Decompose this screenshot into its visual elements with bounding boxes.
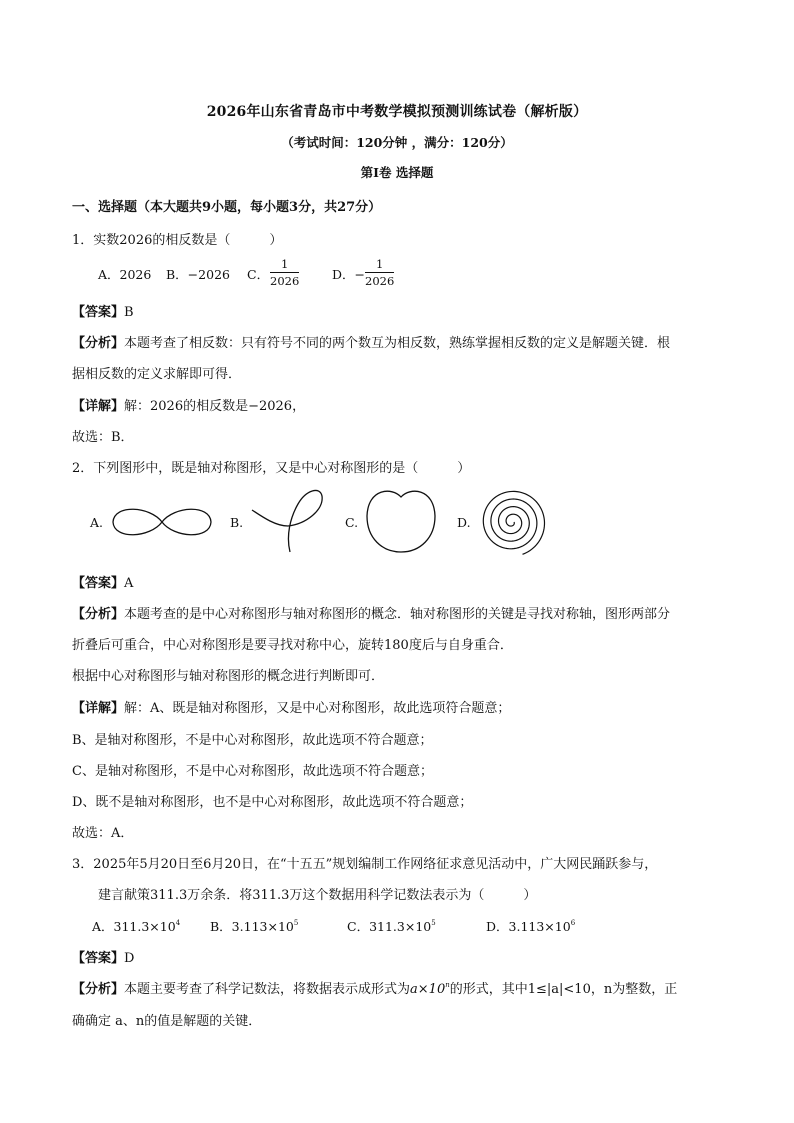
option-exponent: 4: [175, 919, 181, 927]
answer-tag: 【答案】: [72, 576, 125, 591]
q1-conclusion: 故选：B．: [72, 430, 134, 445]
loop-curve-icon: [250, 488, 330, 554]
q3-option-a: [92, 917, 180, 935]
q3-option-d: [486, 917, 575, 935]
q2-detail: [72, 697, 510, 716]
q2-option-d-label: D.: [457, 515, 471, 530]
q2-conclusion: 故选：A．: [72, 826, 134, 841]
q1-option-d-numerator: 1: [365, 257, 394, 273]
answer-value: B: [124, 305, 134, 320]
q2-answer: [72, 572, 133, 591]
analysis-tag: 【分析】: [72, 607, 125, 622]
answer-tag: 【答案】: [72, 951, 125, 966]
q3-stem-line-1: 3．2025年5月20日至6月20日，在“十五五”规划编制工作网络征求意见活动中，广大网民踊跃参与，: [72, 857, 658, 872]
answer-value: D: [124, 951, 135, 966]
q1-option-d-denominator: 2026: [365, 274, 395, 288]
q1-option-d-label: D．−: [332, 267, 365, 282]
infinity-curve-icon: [110, 500, 214, 544]
q1-stem: 1．实数2026的相反数是（ ）: [72, 233, 283, 248]
page-title: 2026年山东省青岛市中考数学模拟预测训练试卷（解析版）: [206, 104, 588, 120]
option-base: D．3.113×10: [486, 919, 571, 934]
heart-curve-icon: [364, 488, 438, 554]
q2-detail-d: D、既不是轴对称图形，也不是中心对称图形，故此选项不符合题意；: [72, 795, 473, 810]
analysis-tag: 【分析】: [72, 336, 125, 351]
q2-detail-b: B、是轴对称图形，不是中心对称图形，故此选项不符合题意；: [72, 733, 433, 748]
q1-option-b: B．−2026: [166, 267, 230, 282]
answer-value: A: [124, 576, 134, 591]
option-exponent: 5: [431, 919, 436, 927]
analysis-exponent: n: [445, 981, 450, 989]
q3-option-b: [210, 917, 298, 935]
detail-text: 解：2026的相反数是−2026，: [124, 399, 306, 414]
detail-tag: 【详解】: [72, 701, 125, 716]
q1-option-c-numerator: 1: [270, 257, 299, 273]
q1-option-c-denominator: 2026: [270, 274, 300, 288]
spiral-curve-icon: [474, 486, 550, 558]
q2-option-a-label: A.: [90, 515, 104, 530]
q3-stem-line-2: 建言献策311.3万余条．将311.3万这个数据用科学记数法表示为（ ）: [98, 888, 537, 903]
analysis-text: 本题考查了相反数：只有符号不同的两个数互为相反数，熟练掌握相反数的定义是解题关键．根: [124, 336, 671, 351]
option-exponent: 6: [570, 919, 576, 927]
detail-text: 解：A、既是轴对称图形，又是中心对称图形，故此选项符合题意；: [124, 701, 511, 716]
q2-analysis-line-2: 折叠后可重合，中心对称图形是要寻找对称中心，旋转180度后与自身重合．: [72, 638, 513, 653]
q1-option-d-fraction: [365, 257, 394, 288]
q1-analysis-line-1: [72, 332, 670, 351]
section-heading: 一、选择题（本大题共9小题，每小题3分，共27分）: [72, 200, 382, 215]
answer-tag: 【答案】: [72, 305, 125, 320]
option-exponent: 5: [293, 919, 299, 927]
q3-option-c: [347, 917, 436, 935]
option-base: C．311.3×10: [347, 919, 432, 934]
q1-detail: [72, 395, 305, 414]
q2-analysis-line-3: 根据中心对称图形与轴对称图形的概念进行判断即可．: [72, 669, 385, 684]
q1-option-c-fraction: [270, 257, 299, 288]
q2-stem: 2．下列图形中，既是轴对称图形，又是中心对称图形的是（ ）: [72, 461, 471, 476]
q3-answer: [72, 947, 134, 966]
q2-option-b-label: B.: [230, 515, 244, 530]
analysis-expression: a×10: [410, 982, 446, 997]
q3-analysis-line-1: [72, 978, 677, 997]
analysis-text: 本题主要考查了科学记数法，将数据表示成形式为: [124, 982, 411, 997]
q2-option-c-label: C.: [345, 515, 359, 530]
analysis-text: 本题考查的是中心对称图形与轴对称图形的概念．轴对称图形的关键是寻找对称轴，图形两部分: [124, 607, 671, 622]
detail-tag: 【详解】: [72, 399, 125, 414]
option-base: B．3.113×10: [210, 919, 294, 934]
q1-option-a: A．2026: [98, 267, 152, 282]
volume-heading: 第Ⅰ卷 选择题: [360, 165, 434, 180]
analysis-tag: 【分析】: [72, 982, 125, 997]
q1-answer: [72, 301, 134, 320]
q2-detail-c: C、是轴对称图形，不是中心对称图形，故此选项不符合题意；: [72, 764, 433, 779]
exam-info: （考试时间：120分钟 ，满分：120分）: [281, 135, 513, 150]
analysis-text: 的形式，其中1≤|a|<10，n为整数，正: [449, 982, 678, 997]
q3-analysis-line-2: 确确定 a、n的值是解题的关键．: [72, 1014, 262, 1029]
q1-option-c-label: C．: [247, 267, 270, 282]
q1-analysis-line-2: 据相反数的定义求解即可得．: [72, 367, 242, 382]
option-base: A．311.3×10: [92, 919, 176, 934]
q2-analysis-line-1: [72, 603, 670, 622]
